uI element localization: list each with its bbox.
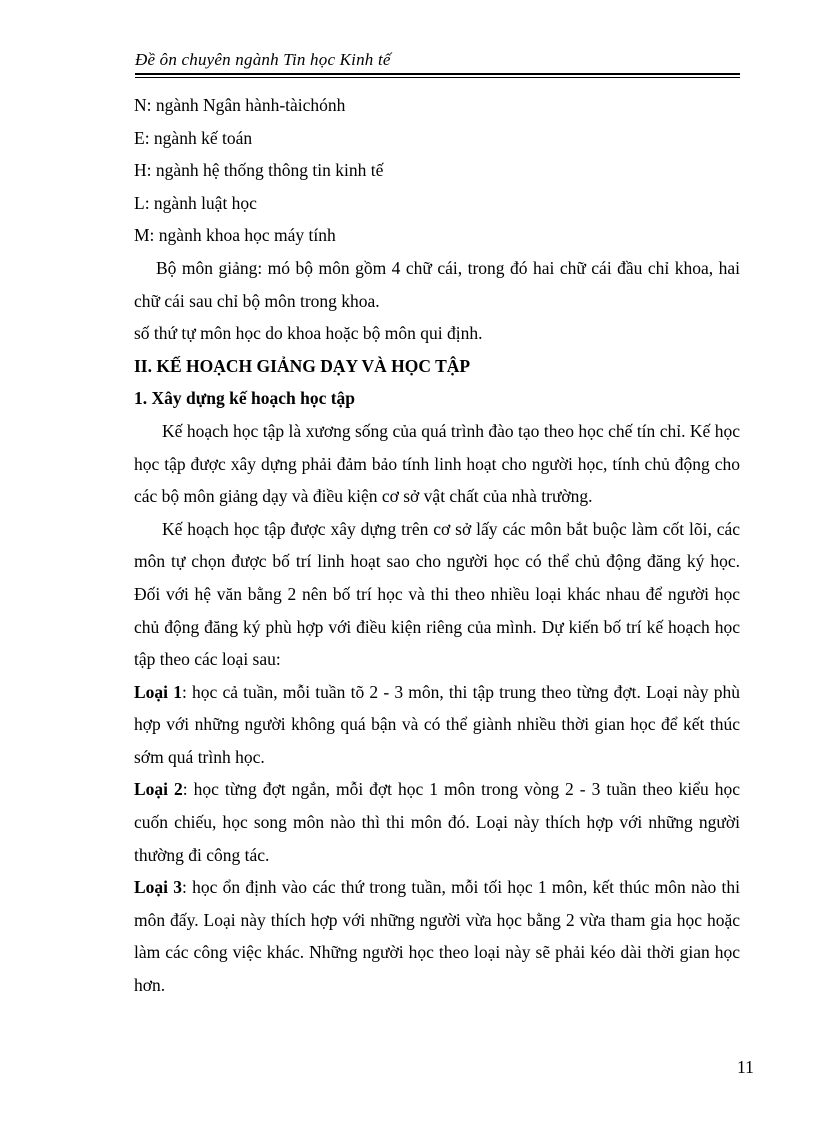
type-text: : học ổn định vào các thứ trong tuần, mỗi tối học 1 môn, kết thúc môn nào thi môn đấy. Loại này thích hợp với những người vừa học bằng 2 vừa tham gia học hoặc làm các công việc khác. Những người học theo loại này sẽ phải kéo dài thời gian học hơn. — [134, 877, 740, 996]
type-text: : học từng đợt ngắn, mỗi đợt học 1 môn trong vòng 2 - 3 tuần theo kiểu học cuốn chiếu, học song môn nào thì thi môn đó. Loại này thích hợp với những người thường đi công tác. — [134, 779, 740, 865]
header-rule-thin — [135, 77, 740, 78]
list-item: N: ngành Ngân hành-tàichónh — [134, 95, 346, 115]
header-title: Đề ôn chuyên ngành Tin học Kinh tế — [135, 50, 391, 69]
paragraph-1: Kế hoạch học tập là xương sống của quá trình đào tạo theo học chế tín chỉ. Kế học học tập được xây dựng phải đảm bảo tính linh hoạt cho người học, tính chủ động cho các bộ môn giảng dạy và điều kiện cơ sở vật chất của nhà trường. — [134, 420, 740, 507]
list-item: H: ngành hệ thống thông tin kinh tế — [134, 160, 384, 181]
list-item: L: ngành luật học — [134, 192, 257, 213]
subsection-heading: 1. Xây dựng kế hoạch học tập — [134, 388, 356, 409]
type-item-3 — [134, 871, 740, 1001]
paragraph-stt: số thứ tự môn học do khoa hoặc bộ môn qui định. — [134, 323, 483, 344]
page-number: 11 — [737, 1057, 754, 1077]
paragraph-2: Kế hoạch học tập được xây dựng trên cơ sở lấy các môn bắt buộc làm cốt lõi, các môn tự chọn được bố trí linh hoạt sao cho người học có thể chủ động đăng ký học. Đối với hệ văn bằng 2 nên bố trí học và thi theo nhiều loại khác nhau để người học chủ động đăng ký phù hợp với điều kiện riêng của mình. Dự kiến bố trí kế hoạch học tập theo các loại sau: — [134, 518, 740, 670]
list-item: E: ngành kế toán — [134, 127, 253, 148]
page-content — [134, 89, 740, 1002]
list-item: M: ngành khoa học máy tính — [134, 225, 336, 246]
type-item-2 — [134, 773, 740, 871]
type-label: Loại 2 — [134, 779, 183, 800]
header-rule-thick — [135, 73, 740, 75]
type-item-1 — [134, 676, 740, 774]
type-label: Loại 3 — [134, 877, 183, 898]
type-label: Loại 1 — [134, 681, 182, 702]
paragraph-bo-mon: Bộ môn giảng: mó bộ môn gồm 4 chữ cái, trong đó hai chữ cái đầu chỉ khoa, hai chữ cái sau chỉ bộ môn trong khoa. — [134, 257, 740, 311]
page-header — [135, 50, 740, 78]
section-heading: II. KẾ HOẠCH GIẢNG DẠY VÀ HỌC TẬP — [134, 355, 471, 376]
type-text: : học cả tuần, mỗi tuần tõ 2 - 3 môn, thi tập trung theo từng đợt. Loại này phù hợp với những người không quá bận và có thể giành nhiều thời gian học để kết thúc sớm quá trình học. — [134, 681, 740, 767]
